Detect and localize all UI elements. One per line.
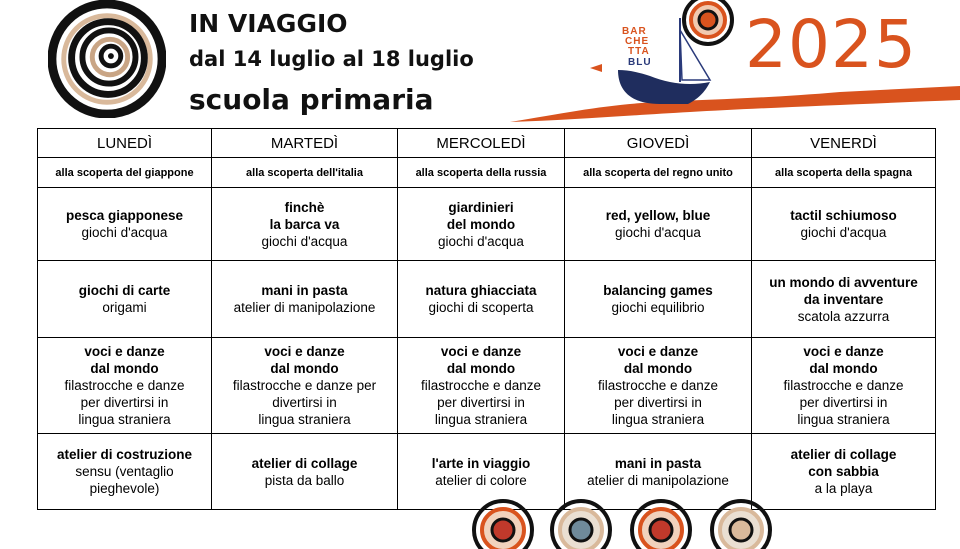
activity-title: tactil schiumoso xyxy=(790,208,897,224)
day-header: GIOVEDÌ xyxy=(565,129,752,158)
activity-title: voci e danze dal mondo xyxy=(440,344,522,377)
activity-description: giochi d'acqua xyxy=(261,233,348,249)
activity-title: balancing games xyxy=(603,283,713,299)
day-header: MERCOLEDÌ xyxy=(398,129,565,158)
activity-description: a la playa xyxy=(814,481,873,497)
weekly-schedule-table xyxy=(37,128,936,510)
activity-title: atelier di collage xyxy=(251,455,358,471)
theme-cell: alla scoperta del giappone xyxy=(38,158,212,188)
activity-cell xyxy=(752,261,936,338)
activity-cell xyxy=(752,338,936,434)
date-range: dal 14 luglio al 18 luglio xyxy=(189,47,474,71)
activity-description: giochi d'acqua xyxy=(81,225,168,241)
spiral-decoration-icon xyxy=(470,497,536,549)
activity-description: atelier di manipolazione xyxy=(587,472,729,488)
activity-title: giochi di carte xyxy=(78,283,171,299)
activity-description: filastrocche e danze per divertirsi in lingua straniera xyxy=(597,378,719,428)
activity-cell xyxy=(398,188,565,261)
activity-title: natura ghiacciata xyxy=(425,283,537,299)
activity-cell xyxy=(752,188,936,261)
activity-cell xyxy=(212,434,398,510)
activity-description: giochi d'acqua xyxy=(615,225,701,241)
activity-title: atelier di collage con sabbia xyxy=(790,447,897,480)
boat-text-3: TTA xyxy=(628,46,650,57)
activity-title: un mondo di avventure da inventare xyxy=(769,274,918,307)
spiral-decoration-icon xyxy=(708,497,774,549)
theme-cell: alla scoperta della russia xyxy=(398,158,565,188)
activity-cell xyxy=(212,338,398,434)
activity-cell xyxy=(398,338,565,434)
activity-description: sensu (ventaglio pieghevole) xyxy=(75,464,174,497)
theme-cell: alla scoperta dell'italia xyxy=(212,158,398,188)
boat-text-4: BLU xyxy=(628,57,652,68)
activity-description: scatola azzurra xyxy=(797,308,890,324)
activity-cell xyxy=(38,434,212,510)
activity-cell xyxy=(38,188,212,261)
activity-cell xyxy=(398,261,565,338)
activity-title: voci e danze dal mondo xyxy=(264,344,345,377)
activity-description: giochi d'acqua xyxy=(800,225,887,241)
activity-title: pesca giapponese xyxy=(65,208,184,224)
activity-description: filastrocche e danze per divertirsi in lingua straniera xyxy=(783,378,904,428)
activity-cell xyxy=(212,188,398,261)
day-header: LUNEDÌ xyxy=(38,129,212,158)
activity-row xyxy=(38,338,936,434)
boat-text-2: CHE xyxy=(625,36,650,47)
year-label: 2025 xyxy=(745,6,917,83)
activity-description: giochi equilibrio xyxy=(611,300,705,316)
activity-description: filastrocche e danze per divertirsi in lingua straniera xyxy=(420,378,542,428)
days-header-row xyxy=(38,129,936,158)
activity-title: voci e danze dal mondo xyxy=(803,344,884,377)
day-header: VENERDÌ xyxy=(752,129,936,158)
activity-cell xyxy=(212,261,398,338)
theme-cell: alla scoperta del regno unito xyxy=(565,158,752,188)
activity-description: atelier di manipolazione xyxy=(233,300,376,316)
activity-cell xyxy=(565,338,752,434)
activity-cell xyxy=(752,434,936,510)
activity-description: filastrocche e danze per divertirsi in lingua straniera xyxy=(64,378,185,428)
activity-title: finchè la barca va xyxy=(269,199,340,232)
activity-description: atelier di colore xyxy=(435,472,527,488)
school-level: scuola primaria xyxy=(189,83,434,116)
activity-description: giochi d'acqua xyxy=(438,233,524,249)
activity-description: giochi di scoperta xyxy=(428,300,534,316)
activity-cell xyxy=(565,188,752,261)
themes-row xyxy=(38,158,936,188)
activity-title: giardinieri del mondo xyxy=(446,199,516,232)
spiral-logo-icon xyxy=(48,0,166,118)
activity-description: pista da ballo xyxy=(264,472,345,488)
activity-title: red, yellow, blue xyxy=(605,208,711,224)
activity-cell xyxy=(38,261,212,338)
theme-cell: alla scoperta della spagna xyxy=(752,158,936,188)
boat-text-1: BAR xyxy=(622,26,647,37)
activity-title: l'arte in viaggio xyxy=(431,455,531,471)
day-header: MARTEDÌ xyxy=(212,129,398,158)
activity-title: voci e danze dal mondo xyxy=(84,344,165,377)
spiral-decoration-icon xyxy=(548,497,614,549)
spiral-decoration-icon xyxy=(628,497,694,549)
activity-cell xyxy=(565,261,752,338)
activity-title: atelier di costruzione xyxy=(56,447,193,463)
program-title: IN VIAGGIO xyxy=(189,9,348,38)
activity-title: mani in pasta xyxy=(614,455,702,471)
activity-description: origami xyxy=(102,300,147,316)
activity-row xyxy=(38,261,936,338)
activity-description: filastrocche e danze per divertirsi in lingua straniera xyxy=(232,378,377,428)
activity-row xyxy=(38,188,936,261)
activity-cell xyxy=(38,338,212,434)
activity-title: mani in pasta xyxy=(261,283,348,299)
activity-title: voci e danze dal mondo xyxy=(617,344,699,377)
